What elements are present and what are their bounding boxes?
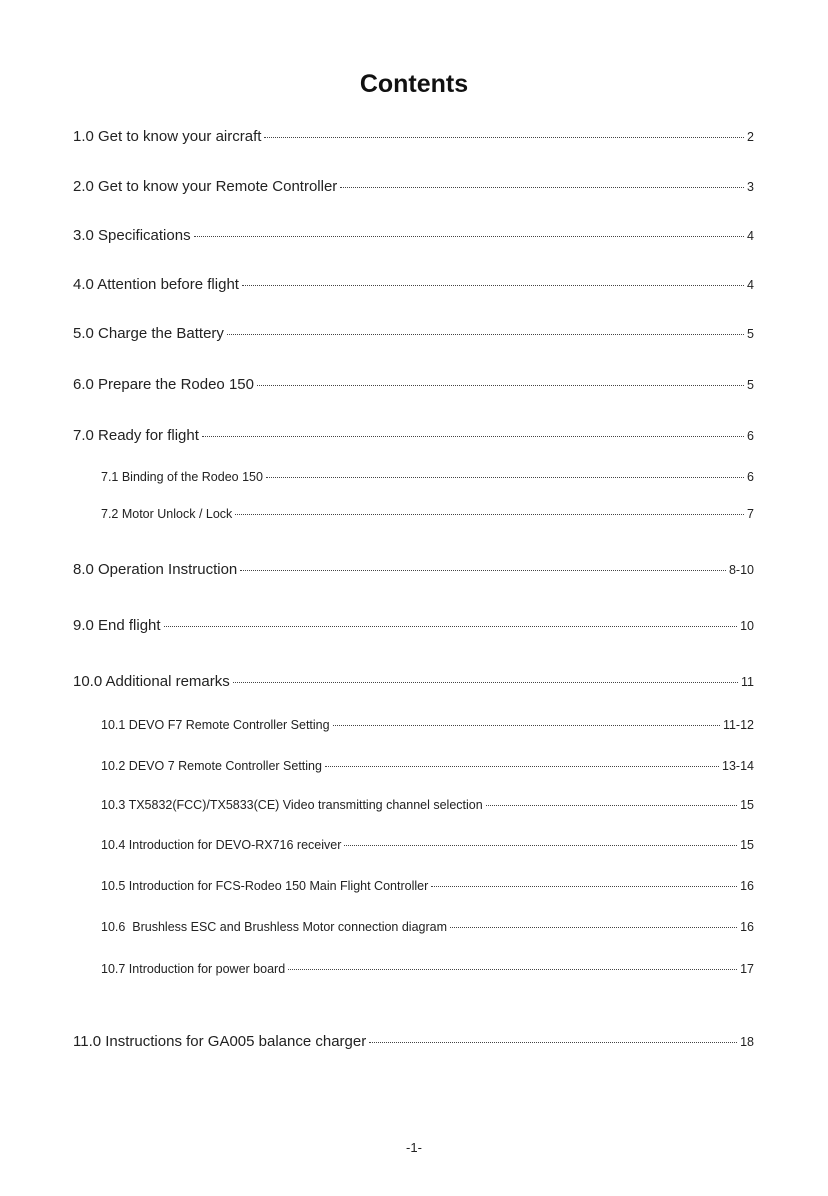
toc-dot-leader — [266, 477, 744, 478]
toc-entry-label: 10.4 Introduction for DEVO-RX716 receiver — [101, 838, 342, 852]
toc-entry-11-0[interactable] — [73, 1033, 754, 1050]
toc-dot-leader — [264, 137, 744, 138]
toc-dot-leader — [235, 514, 744, 515]
toc-entry-label: 7.0 Ready for flight — [73, 427, 199, 444]
toc-entry-3-0[interactable] — [73, 227, 754, 244]
toc-page-number: 4 — [747, 278, 754, 292]
toc-entry-1-0[interactable] — [73, 128, 754, 145]
toc-entry-label: 10.6 Brushless ESC and Brushless Motor connection diagram — [101, 920, 448, 934]
toc-page-number: 2 — [747, 130, 754, 144]
toc-dot-leader — [369, 1042, 737, 1043]
toc-dot-leader — [344, 845, 737, 846]
toc-dot-leader — [227, 334, 744, 335]
toc-page-number: 15 — [740, 798, 754, 812]
footer-page-number: -1- — [406, 1140, 422, 1155]
toc-entry-label: 10.1 DEVO F7 Remote Controller Setting — [101, 718, 330, 732]
toc-dot-leader — [340, 187, 744, 188]
toc-entry-6-0[interactable] — [73, 376, 754, 393]
toc-entry-label: 1.0 Get to know your aircraft — [73, 128, 262, 145]
toc-page-number: 6 — [747, 429, 754, 443]
toc-entry-label: 10.0 Additional remarks — [73, 673, 230, 690]
toc-entry-4-0[interactable] — [73, 276, 754, 293]
toc-dot-leader — [194, 236, 744, 237]
toc-entry-label: 10.2 DEVO 7 Remote Controller Setting — [101, 759, 322, 773]
toc-entry-7-0[interactable] — [73, 427, 754, 444]
toc-entry-label: 5.0 Charge the Battery — [73, 325, 224, 342]
toc-entry-label: 10.5 Introduction for FCS-Rodeo 150 Main Flight Controller — [101, 879, 429, 893]
toc-entry-label: 10.7 Introduction for power board — [101, 962, 286, 976]
toc-page-number: 3 — [747, 180, 754, 194]
toc-page-number: 13-14 — [722, 759, 754, 773]
toc-entry-label: 7.2 Motor Unlock / Lock — [101, 507, 233, 521]
toc-entry-label: 4.0 Attention before flight — [73, 276, 239, 293]
toc-page-number: 16 — [740, 879, 754, 893]
toc-entry-label: 11.0 Instructions for GA005 balance charger — [73, 1033, 367, 1050]
toc-entry-label: 2.0 Get to know your Remote Controller — [73, 178, 338, 195]
toc-page-number: 5 — [747, 378, 754, 392]
toc-entry-10-5[interactable] — [101, 879, 754, 893]
toc-entry-8-0[interactable] — [73, 561, 754, 578]
toc-entry-10-6[interactable] — [101, 920, 754, 934]
toc-entry-label: 10.3 TX5832(FCC)/TX5833(CE) Video transmitting channel selection — [101, 798, 483, 812]
toc-dot-leader — [325, 766, 719, 767]
toc-entry-10-1[interactable] — [101, 718, 754, 732]
toc-page-number: 8-10 — [728, 563, 754, 577]
toc-entry-label: 3.0 Specifications — [73, 227, 191, 244]
toc-entry-5-0[interactable] — [73, 325, 754, 342]
toc-page-number: 4 — [747, 229, 754, 243]
toc-dot-leader — [257, 385, 744, 386]
toc-page-number: 11 — [741, 675, 754, 689]
toc-dot-leader — [233, 682, 738, 683]
page-title: Contents — [359, 70, 469, 98]
toc-dot-leader — [431, 886, 737, 887]
toc-dot-leader — [288, 969, 737, 970]
toc-page-number: 6 — [747, 470, 754, 484]
toc-entry-7-2[interactable] — [101, 507, 754, 521]
toc-dot-leader — [333, 725, 720, 726]
toc-entry-10-2[interactable] — [101, 759, 754, 773]
toc-entry-10-4[interactable] — [101, 838, 754, 852]
toc-page-number: 10 — [740, 619, 754, 633]
toc-dot-leader — [240, 570, 726, 571]
toc-page-number: 17 — [740, 962, 754, 976]
toc-dot-leader — [202, 436, 744, 437]
toc-entry-label: 6.0 Prepare the Rodeo 150 — [73, 376, 254, 393]
toc-entry-label: 8.0 Operation Instruction — [73, 561, 238, 578]
toc-page-number: 15 — [740, 838, 754, 852]
toc-entry-9-0[interactable] — [73, 617, 754, 634]
toc-page-number: 18 — [740, 1035, 754, 1049]
toc-dot-leader — [486, 805, 737, 806]
toc-entry-label: 7.1 Binding of the Rodeo 150 — [101, 470, 263, 484]
toc-entry-7-1[interactable] — [101, 470, 754, 484]
toc-entry-2-0[interactable] — [73, 178, 754, 195]
toc-entry-10-0[interactable] — [73, 673, 754, 690]
toc-page-number: 16 — [740, 920, 754, 934]
toc-entry-10-7[interactable] — [101, 962, 754, 976]
toc-page-number: 5 — [747, 327, 754, 341]
toc-page-number: 11-12 — [722, 718, 754, 732]
toc-entry-label: 9.0 End flight — [73, 617, 161, 634]
toc-dot-leader — [450, 927, 737, 928]
toc-page-number: 7 — [747, 507, 754, 521]
toc-dot-leader — [242, 285, 744, 286]
toc-dot-leader — [164, 626, 738, 627]
toc-entry-10-3[interactable] — [101, 798, 754, 812]
